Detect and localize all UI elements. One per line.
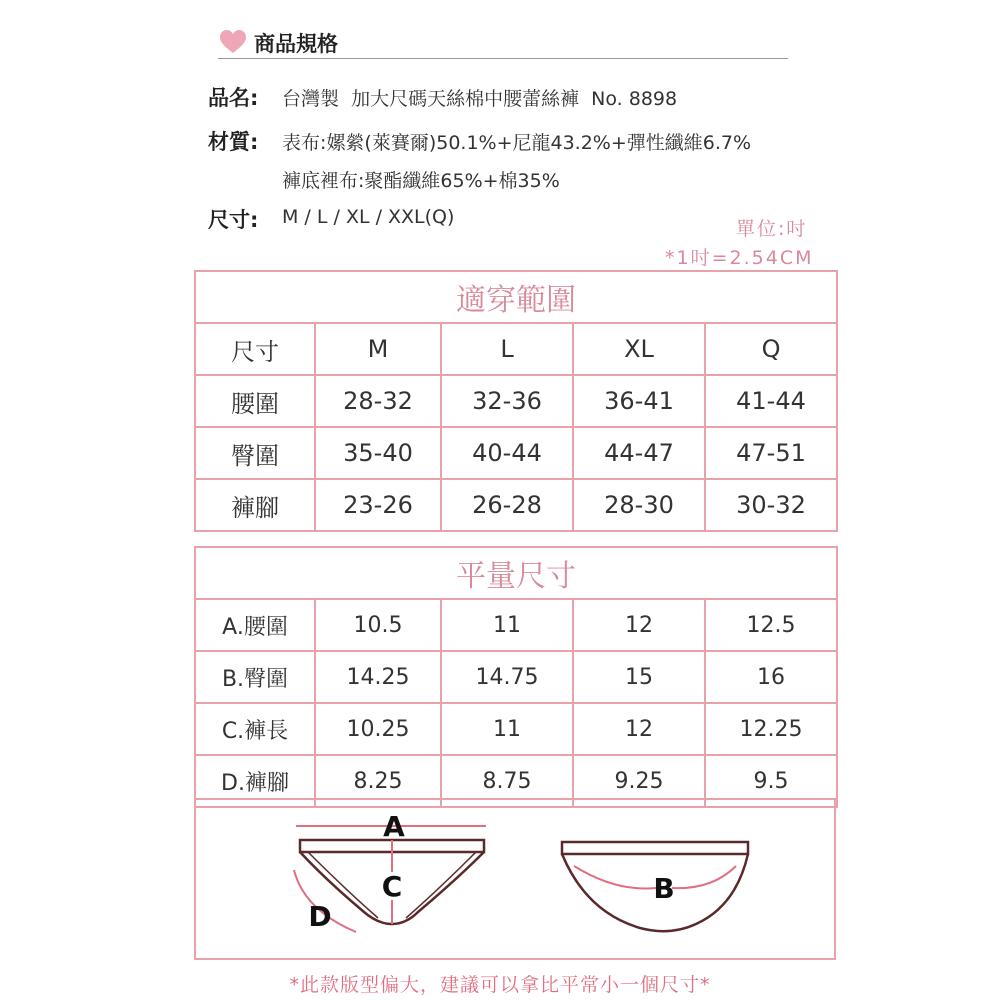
- row-label: 腰圍: [195, 375, 315, 427]
- table-cell: 23-26: [315, 479, 441, 531]
- header-cell: XL: [573, 323, 705, 375]
- table-row: [195, 427, 837, 479]
- name-value: 台灣製 加大尺碼天絲棉中腰蕾絲褲 No. 8898: [282, 88, 678, 110]
- table-cell: 11: [441, 599, 573, 651]
- row-label: D.褲腳: [195, 755, 315, 807]
- table-cell: 14.25: [315, 651, 441, 703]
- table-cell: 12: [573, 599, 705, 651]
- name-label: 品名:: [208, 86, 259, 110]
- flat-table-title: 平量尺寸: [195, 547, 837, 599]
- table-row: [195, 703, 837, 755]
- table-row: [195, 651, 837, 703]
- table-cell: 26-28: [441, 479, 573, 531]
- table-cell: 32-36: [441, 375, 573, 427]
- row-label: 臀圍: [195, 427, 315, 479]
- measure-diagram-box: [194, 798, 836, 960]
- table-row: [195, 599, 837, 651]
- table-cell: 12.25: [705, 703, 837, 755]
- row-label: A.腰圍: [195, 599, 315, 651]
- table-cell: 9.25: [573, 755, 705, 807]
- table-cell: 44-47: [573, 427, 705, 479]
- label-b: B: [653, 872, 675, 905]
- table-cell: 28-30: [573, 479, 705, 531]
- row-label: C.褲長: [195, 703, 315, 755]
- table-cell: 10.25: [315, 703, 441, 755]
- label-a: A: [383, 810, 405, 843]
- header-divider: [218, 58, 788, 59]
- table-cell: 47-51: [705, 427, 837, 479]
- material-line-1: 表布:嫘縈(萊賽爾)50.1%+尼龍43.2%+彈性纖維6.7%: [282, 132, 752, 154]
- table-cell: 28-32: [315, 375, 441, 427]
- fit-table-title: 適穿範圍: [195, 271, 837, 323]
- table-cell: 8.75: [441, 755, 573, 807]
- size-label: 尺寸:: [208, 208, 259, 232]
- table-row: [195, 323, 837, 375]
- label-c: C: [381, 870, 403, 903]
- header-cell: M: [315, 323, 441, 375]
- table-cell: 12.5: [705, 599, 837, 651]
- row-label: B.臀圍: [195, 651, 315, 703]
- table-cell: 9.5: [705, 755, 837, 807]
- table-row: [195, 479, 837, 531]
- table-cell: 15: [573, 651, 705, 703]
- panties-diagram: [196, 800, 834, 958]
- label-d: D: [308, 900, 332, 933]
- flat-measure-table: [194, 546, 838, 808]
- table-cell: 14.75: [441, 651, 573, 703]
- header-cell: L: [441, 323, 573, 375]
- size-value: M / L / XL / XXL(Q): [282, 206, 455, 228]
- row-label: 褲腳: [195, 479, 315, 531]
- fit-range-table: [194, 270, 838, 532]
- table-cell: 12: [573, 703, 705, 755]
- table-cell: 35-40: [315, 427, 441, 479]
- header-cell: 尺寸: [195, 323, 315, 375]
- table-cell: 11: [441, 703, 573, 755]
- heart-icon: [220, 30, 246, 54]
- section-title: 商品規格: [254, 32, 338, 56]
- table-cell: 8.25: [315, 755, 441, 807]
- header-cell: Q: [705, 323, 837, 375]
- unit-conversion: *1吋=2.54CM: [665, 247, 814, 269]
- table-cell: 10.5: [315, 599, 441, 651]
- table-row: [195, 375, 837, 427]
- size-advice-note: *此款版型偏大，建議可以拿比平常小一個尺寸*: [289, 974, 711, 996]
- material-label: 材質:: [208, 130, 259, 154]
- unit-label: 單位:吋: [736, 218, 808, 240]
- table-cell: 16: [705, 651, 837, 703]
- table-cell: 41-44: [705, 375, 837, 427]
- table-cell: 36-41: [573, 375, 705, 427]
- material-line-2: 褲底裡布:聚酯纖維65%+棉35%: [282, 170, 560, 192]
- table-cell: 30-32: [705, 479, 837, 531]
- table-cell: 40-44: [441, 427, 573, 479]
